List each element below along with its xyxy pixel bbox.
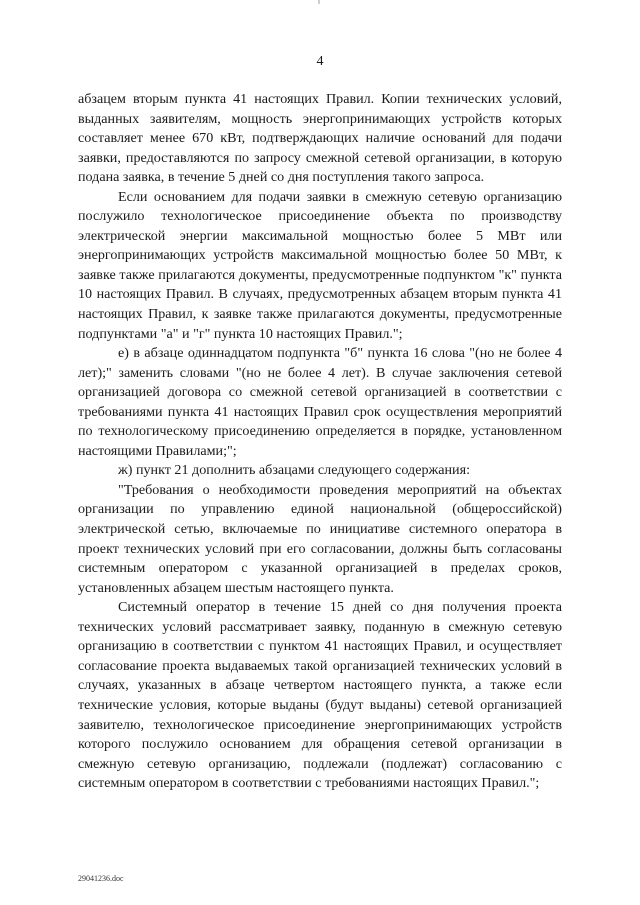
paragraph: ж) пункт 21 дополнить абзацами следующего содержания: — [118, 462, 470, 479]
paragraph: абзацем вторым пункта 41 настоящих Правил. Копии технических условий, выданных заявителям, мощность энергопринимающих устройств которых составляет менее 670 кВт, подтверждающих наличие оснований для подачи заявки, предоставляются по запросу смежной сетевой организации, в которую подана заявка, в течение 5 дней со дня поступления такого запроса. — [78, 91, 562, 186]
paragraph: Если основанием для подачи заявки в смежную сетевую организацию послужило технологическое присоединение объекта по производству электрической энергии максимальной мощностью более 5 МВт или энергопринимающих устройств максимальной мощностью более 50 МВт, к заявке также прилагаются документы, предусмотренные подпунктом "к" пункта 10 настоящих Правил. В случаях, предусмотренных абзацем вторым пункта 41 настоящих Правил, к заявке также прилагаются документы, предусмотренные подпунктами "а" и "г" пункта 10 настоящих Правил."; — [78, 188, 562, 342]
paragraph: е) в абзаце одиннадцатом подпункта "б" пункта 16 слова "(но не более 4 лет);" заменить словами "(но не более 4 лет). В случае заключения сетевой организацией договора со смежной сетевой организацией в соответствии с требованиями пункта 41 настоящих Правил срок осуществления мероприятий по технологическому присоединению определяется в порядке, установленном настоящими Правилами;"; — [78, 345, 562, 459]
document-body — [78, 90, 562, 794]
document-footer-filename: 29041236.doc — [78, 874, 124, 883]
paragraph: Системный оператор в течение 15 дней со дня получения проекта технических условий рассматривает заявку, поданную в смежную сетевую организацию в соответствии с пунктом 41 настоящих Правил, и осуществляет согласование проекта выдаваемых такой организацией технических условий в случаях, указанных в абзаце четвертом настоящего пункта, а также если технические условия, которые выданы (будут выданы) сетевой организацией заявителю, технологическое присоединение энергопринимающих устройств которого послужило основанием для обращения сетевой организации в смежную сетевую организацию, подлежали (подлежат) согласованию с системным оператором в соответствии с требованиями настоящих Правил."; — [78, 599, 562, 792]
page-number: 4 — [316, 54, 324, 69]
page-top-mark — [318, 0, 320, 4]
paragraph: "Требования о необходимости проведения мероприятий на объектах организации по управлению единой национальной (общероссийской) электрической сетью, включаемые по инициативе системного оператора в проект технических условий при его согласовании, должны быть согласованы системным оператором с указанной организацией в пределах сроков, установленных абзацем шестым настоящего пункта. — [78, 481, 562, 596]
